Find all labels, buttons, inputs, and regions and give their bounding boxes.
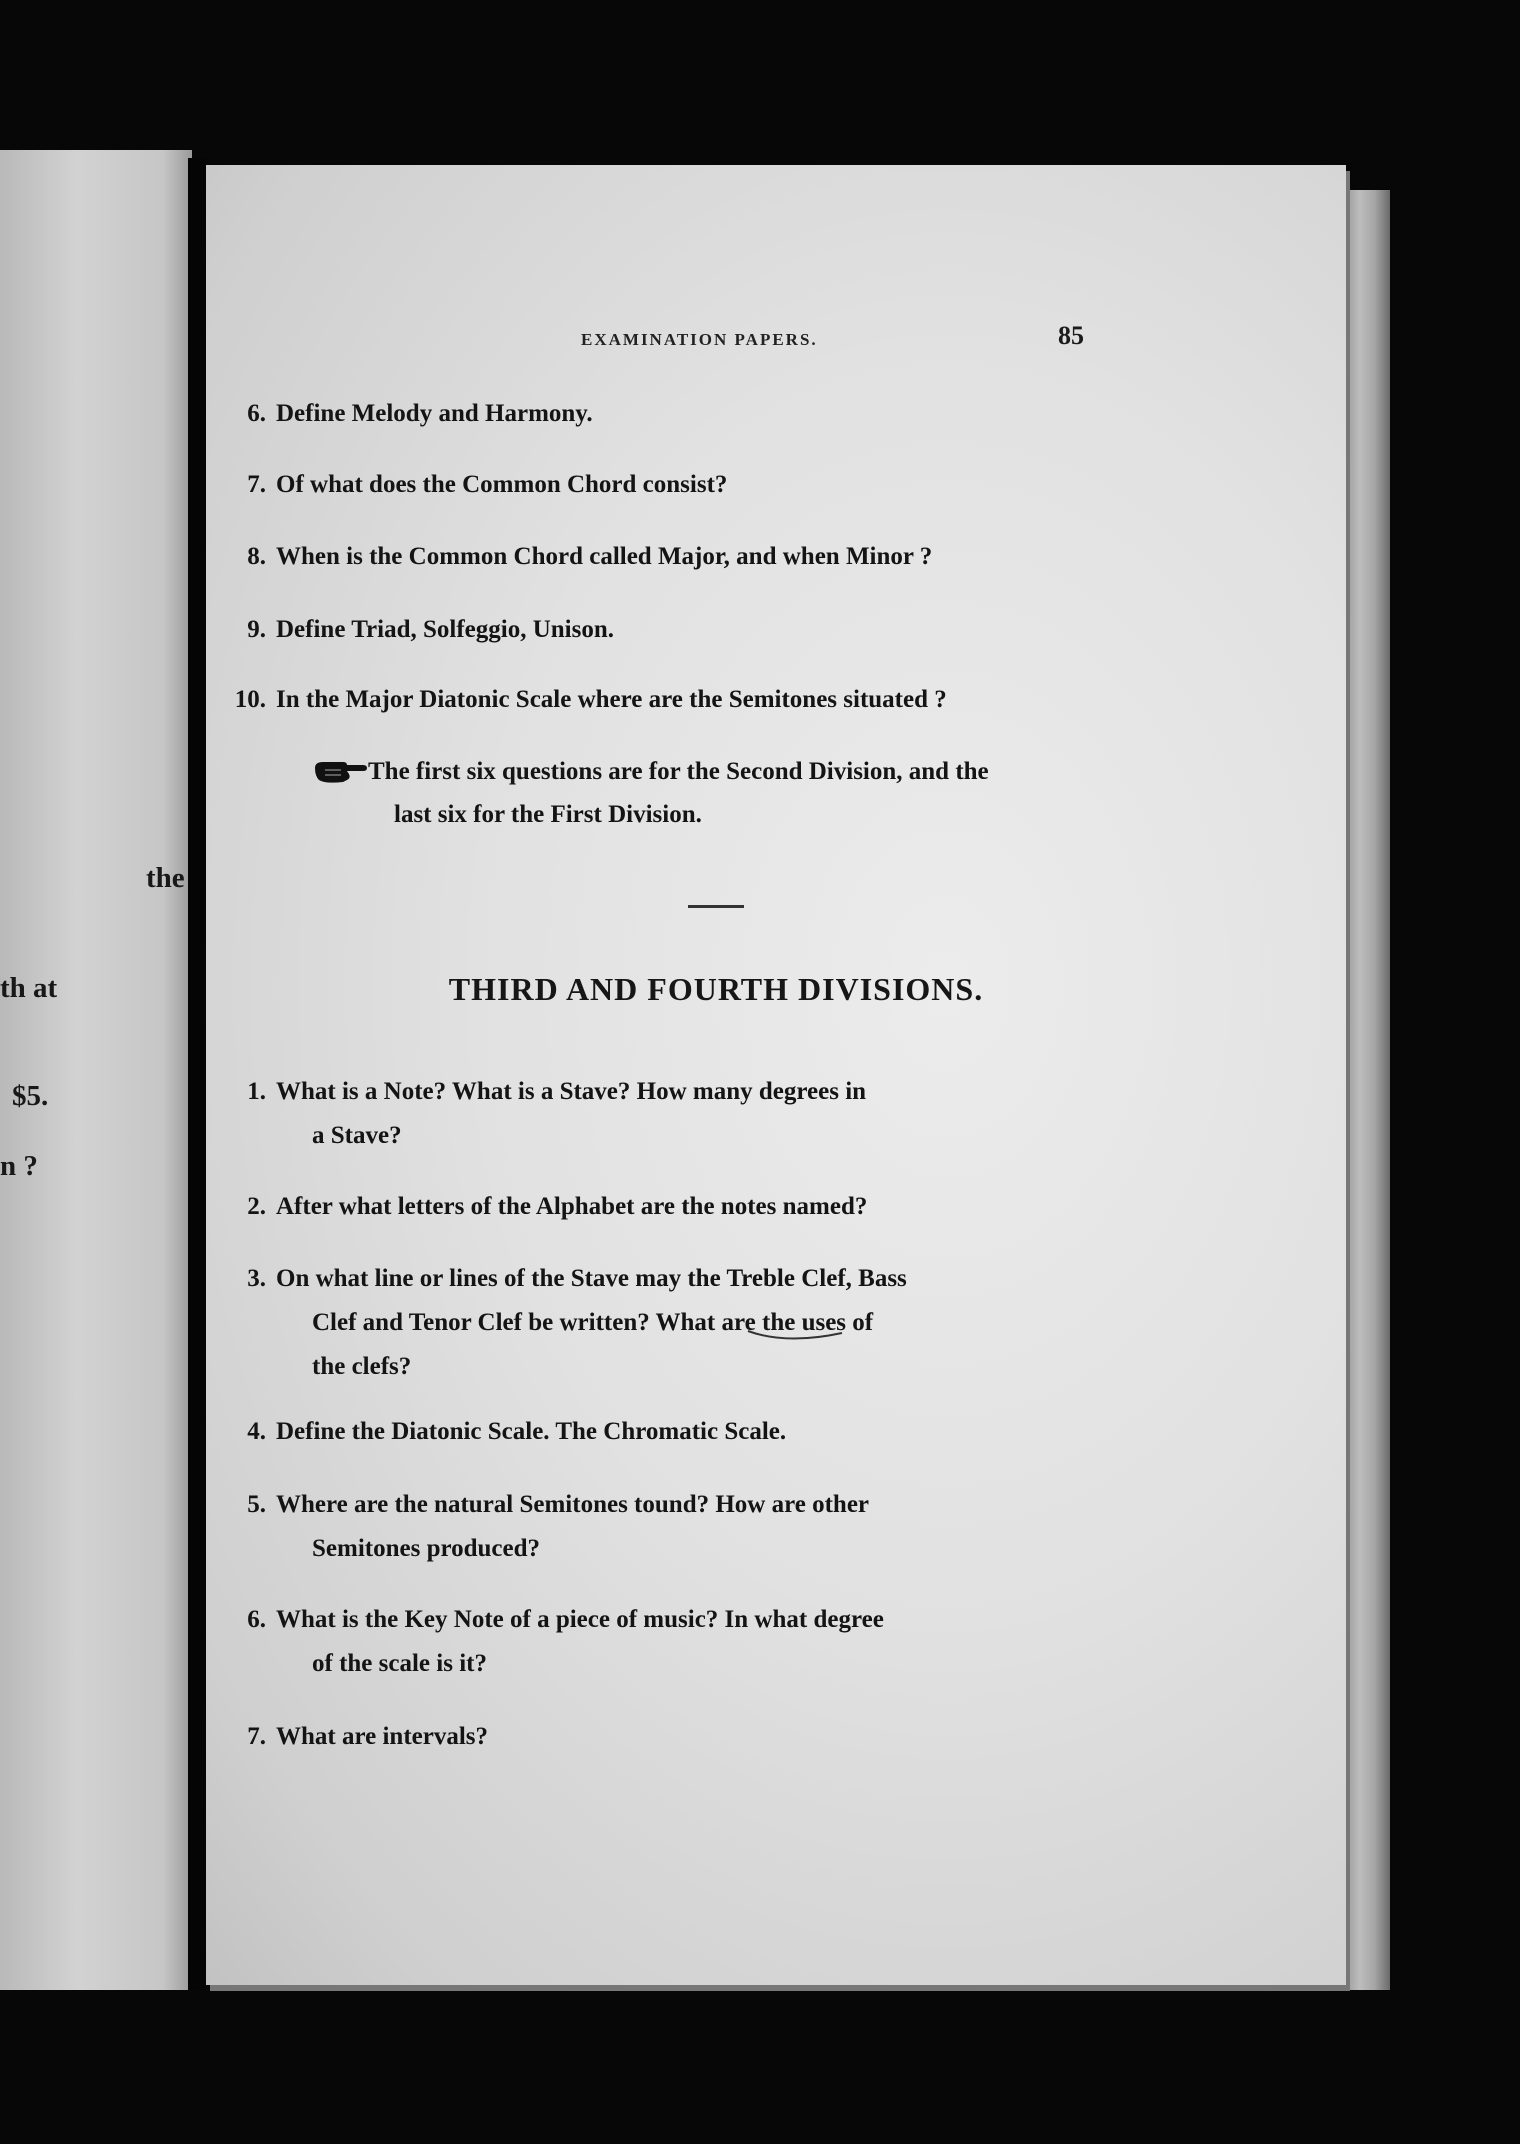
question-number: 2.	[247, 1193, 266, 1220]
question-number: 5.	[247, 1491, 266, 1518]
pen-underline-mark	[746, 1327, 846, 1347]
question-number: 4.	[247, 1418, 266, 1445]
running-head: EXAMINATION PAPERS.	[581, 330, 818, 349]
question-line: What is a Note? What is a Stave? How many degrees in	[276, 1078, 867, 1105]
page-number: 85	[1058, 321, 1084, 350]
question-number: 6.	[247, 1606, 266, 1633]
question-line: Semitones produced?	[312, 1535, 541, 1562]
facing-page-fragment: th at	[0, 972, 58, 1004]
question-text	[276, 1070, 1081, 1158]
page-stack-edge	[1340, 190, 1390, 1990]
question-number: 10.	[234, 686, 266, 713]
question-line: Define Melody and Harmony.	[276, 400, 593, 427]
question-number: 3.	[247, 1265, 266, 1292]
question-text	[276, 608, 1081, 652]
pointing-hand-icon	[313, 758, 367, 786]
section-divider	[688, 905, 744, 908]
question-number: 7.	[247, 1723, 266, 1750]
question-text	[276, 535, 1081, 579]
facing-page-edge	[0, 150, 192, 1990]
question-line: After what letters of the Alphabet are the notes named?	[276, 1193, 868, 1220]
question-text	[276, 1257, 1081, 1389]
question-text	[276, 1715, 1081, 1759]
question-number: 9.	[247, 616, 266, 643]
note-line: last six for the First Division.	[394, 801, 702, 828]
note-line: The first six questions are for the Second Division, and the	[368, 758, 989, 785]
question-line: What is the Key Note of a piece of music? In what degree	[276, 1606, 884, 1633]
book-gutter	[188, 158, 206, 1990]
question-text	[276, 1598, 1081, 1686]
question-line: Clef and Tenor Clef be written? What are the uses of	[312, 1309, 874, 1336]
question-line: What are intervals?	[276, 1723, 489, 1750]
question-number: 6.	[247, 400, 266, 427]
note-text	[368, 750, 1103, 836]
question-line: of the scale is it?	[312, 1650, 487, 1677]
question-line: a Stave?	[312, 1122, 402, 1149]
question-text	[276, 1185, 1081, 1229]
book-page	[206, 165, 1346, 1985]
question-line: When is the Common Chord called Major, and when Minor ?	[276, 543, 933, 570]
question-line: On what line or lines of the Stave may the Treble Clef, Bass	[276, 1265, 907, 1292]
section-heading: THIRD AND FOURTH DIVISIONS.	[448, 971, 984, 1007]
question-line: the clefs?	[312, 1353, 412, 1380]
question-line: In the Major Diatonic Scale where are the Semitones situated ?	[276, 686, 947, 713]
question-line: Define Triad, Solfeggio, Unison.	[276, 616, 614, 643]
question-line: Where are the natural Semitones tound? How are other	[276, 1491, 870, 1518]
question-line: Of what does the Common Chord consist?	[276, 471, 728, 498]
question-number: 7.	[247, 471, 266, 498]
question-text	[276, 678, 1081, 722]
question-text	[276, 463, 1081, 507]
facing-page-fragment: $5.	[12, 1080, 49, 1112]
question-number: 1.	[247, 1078, 266, 1105]
question-line: Define the Diatonic Scale. The Chromatic Scale.	[276, 1418, 787, 1445]
question-text	[276, 392, 1081, 436]
question-number: 8.	[247, 543, 266, 570]
facing-page-fragment: n ?	[0, 1150, 38, 1182]
question-text	[276, 1410, 1081, 1454]
question-text	[276, 1483, 1081, 1571]
facing-page-fragment: the	[146, 862, 185, 894]
